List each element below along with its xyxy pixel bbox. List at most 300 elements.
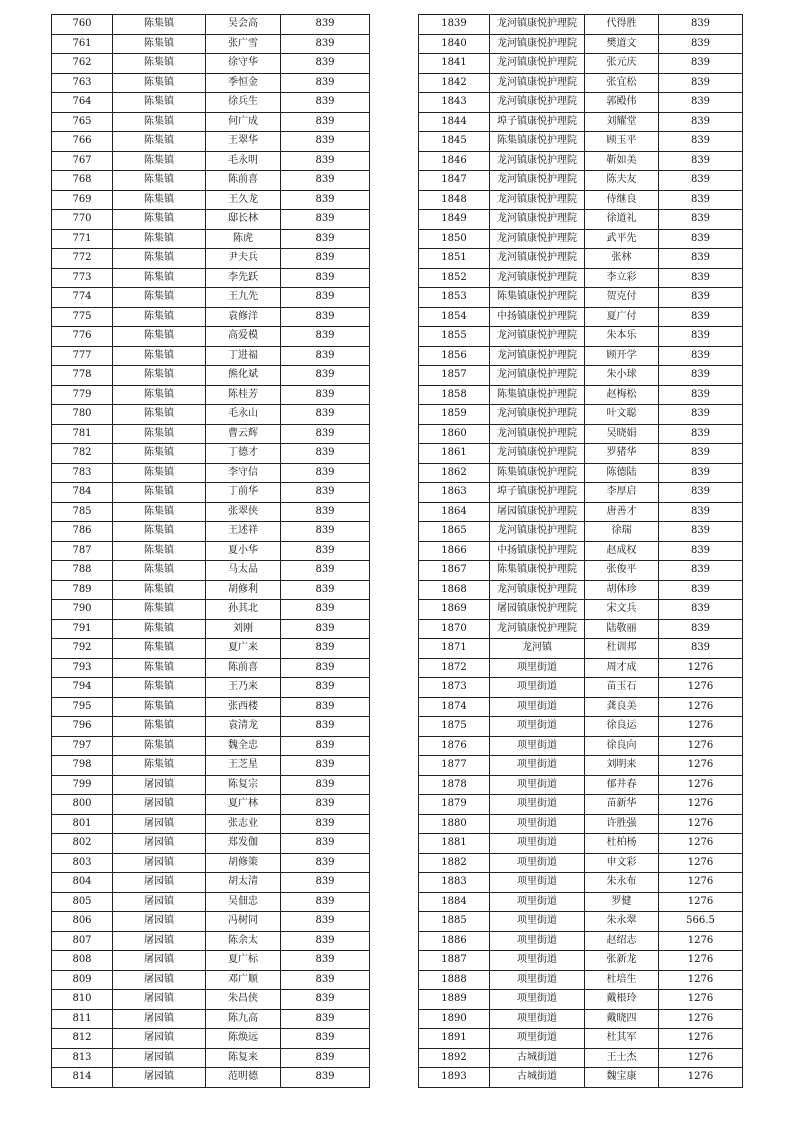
- name-cell: 胡修利: [206, 580, 281, 600]
- amount-cell: 839: [281, 483, 370, 503]
- table-row: [52, 424, 370, 444]
- seq-cell: 769: [52, 190, 113, 210]
- name-cell: 顾玉平: [585, 132, 659, 152]
- area-cell: 项里街道: [490, 873, 585, 893]
- area-cell: 屠园镇: [113, 990, 206, 1010]
- area-cell: 陈集镇: [113, 229, 206, 249]
- table-row: [419, 444, 743, 464]
- seq-cell: 1887: [419, 951, 490, 971]
- seq-cell: 813: [52, 1048, 113, 1068]
- name-cell: 陈桂芳: [206, 385, 281, 405]
- seq-cell: 1861: [419, 444, 490, 464]
- table-row: [52, 249, 370, 269]
- name-cell: 朱永翠: [585, 912, 659, 932]
- amount-cell: 839: [659, 522, 743, 542]
- name-cell: 徐兵生: [206, 93, 281, 113]
- table-row: [52, 346, 370, 366]
- area-cell: 屠园镇康悦护理院: [490, 600, 585, 620]
- table-row: [419, 619, 743, 639]
- seq-cell: 1886: [419, 931, 490, 951]
- amount-cell: 839: [281, 600, 370, 620]
- amount-cell: 1276: [659, 931, 743, 951]
- name-cell: 张宜松: [585, 73, 659, 93]
- table-row: [52, 1048, 370, 1068]
- seq-cell: 795: [52, 697, 113, 717]
- amount-cell: 1276: [659, 736, 743, 756]
- amount-cell: 839: [659, 639, 743, 659]
- name-cell: 赵成权: [585, 541, 659, 561]
- name-cell: 张广雪: [206, 34, 281, 54]
- name-cell: 夏广来: [206, 639, 281, 659]
- name-cell: 吴晓娟: [585, 424, 659, 444]
- area-cell: 陈集镇: [113, 210, 206, 230]
- name-cell: 魏宝康: [585, 1068, 659, 1088]
- area-cell: 陈集镇: [113, 385, 206, 405]
- name-cell: 丁进福: [206, 346, 281, 366]
- amount-cell: 839: [281, 327, 370, 347]
- table-row: [419, 697, 743, 717]
- table-row: [419, 93, 743, 113]
- amount-cell: 839: [659, 385, 743, 405]
- area-cell: 陈集镇: [113, 171, 206, 191]
- seq-cell: 1842: [419, 73, 490, 93]
- amount-cell: 839: [281, 639, 370, 659]
- area-cell: 龙河镇康悦护理院: [490, 171, 585, 191]
- name-cell: 陈复来: [206, 1048, 281, 1068]
- area-cell: 埠子镇康悦护理院: [490, 112, 585, 132]
- seq-cell: 1840: [419, 34, 490, 54]
- amount-cell: 839: [659, 190, 743, 210]
- table-row: [52, 463, 370, 483]
- area-cell: 项里街道: [490, 951, 585, 971]
- amount-cell: 839: [659, 151, 743, 171]
- table-row: [52, 619, 370, 639]
- name-cell: 杜其军: [585, 1029, 659, 1049]
- area-cell: 龙河镇康悦护理院: [490, 444, 585, 464]
- table-row: [419, 561, 743, 581]
- table-row: [419, 112, 743, 132]
- name-cell: 郑发伽: [206, 834, 281, 854]
- area-cell: 陈集镇: [113, 541, 206, 561]
- name-cell: 丁前华: [206, 483, 281, 503]
- area-cell: 陈集镇康悦护理院: [490, 288, 585, 308]
- area-cell: 屠园镇: [113, 951, 206, 971]
- seq-cell: 788: [52, 561, 113, 581]
- area-cell: 陈集镇: [113, 132, 206, 152]
- left-table: [51, 14, 370, 1088]
- seq-cell: 1881: [419, 834, 490, 854]
- area-cell: 陈集镇: [113, 288, 206, 308]
- area-cell: 龙河镇康悦护理院: [490, 580, 585, 600]
- table-row: [52, 814, 370, 834]
- seq-cell: 768: [52, 171, 113, 191]
- table-row: [52, 639, 370, 659]
- name-cell: 王久龙: [206, 190, 281, 210]
- name-cell: 曹云辉: [206, 424, 281, 444]
- table-row: [52, 73, 370, 93]
- table-row: [419, 34, 743, 54]
- area-cell: 陈集镇: [113, 483, 206, 503]
- amount-cell: 1276: [659, 814, 743, 834]
- table-row: [419, 1009, 743, 1029]
- amount-cell: 1276: [659, 834, 743, 854]
- area-cell: 项里街道: [490, 736, 585, 756]
- table-row: [52, 405, 370, 425]
- amount-cell: 839: [281, 1068, 370, 1088]
- seq-cell: 1879: [419, 795, 490, 815]
- seq-cell: 1888: [419, 970, 490, 990]
- amount-cell: 1276: [659, 795, 743, 815]
- name-cell: 徐道礼: [585, 210, 659, 230]
- amount-cell: 839: [281, 190, 370, 210]
- seq-cell: 809: [52, 970, 113, 990]
- amount-cell: 839: [281, 73, 370, 93]
- name-cell: 邓广顺: [206, 970, 281, 990]
- amount-cell: 1276: [659, 873, 743, 893]
- name-cell: 冯树同: [206, 912, 281, 932]
- area-cell: 龙河镇康悦护理院: [490, 34, 585, 54]
- amount-cell: 839: [659, 366, 743, 386]
- area-cell: 屠园镇: [113, 1048, 206, 1068]
- area-cell: 陈集镇: [113, 580, 206, 600]
- table-row: [419, 307, 743, 327]
- seq-cell: 777: [52, 346, 113, 366]
- area-cell: 陈集镇: [113, 307, 206, 327]
- amount-cell: 839: [281, 697, 370, 717]
- seq-cell: 1863: [419, 483, 490, 503]
- area-cell: 屠园镇: [113, 853, 206, 873]
- area-cell: 项里街道: [490, 717, 585, 737]
- seq-cell: 1846: [419, 151, 490, 171]
- amount-cell: 839: [281, 541, 370, 561]
- area-cell: 龙河镇康悦护理院: [490, 54, 585, 74]
- amount-cell: 839: [281, 424, 370, 444]
- area-cell: 陈集镇: [113, 463, 206, 483]
- name-cell: 毛永山: [206, 405, 281, 425]
- table-row: [52, 112, 370, 132]
- table-row: [419, 73, 743, 93]
- seq-cell: 1869: [419, 600, 490, 620]
- amount-cell: 839: [659, 15, 743, 35]
- amount-cell: 839: [281, 678, 370, 698]
- amount-cell: 839: [659, 463, 743, 483]
- name-cell: 张俊平: [585, 561, 659, 581]
- name-cell: 张志业: [206, 814, 281, 834]
- table-row: [52, 931, 370, 951]
- seq-cell: 802: [52, 834, 113, 854]
- table-row: [52, 795, 370, 815]
- table-row: [419, 210, 743, 230]
- name-cell: 王乃来: [206, 678, 281, 698]
- seq-cell: 1880: [419, 814, 490, 834]
- table-row: [419, 990, 743, 1010]
- seq-cell: 1874: [419, 697, 490, 717]
- seq-cell: 774: [52, 288, 113, 308]
- area-cell: 项里街道: [490, 834, 585, 854]
- area-cell: 龙河镇: [490, 639, 585, 659]
- area-cell: 屠园镇: [113, 931, 206, 951]
- amount-cell: 566.5: [659, 912, 743, 932]
- area-cell: 古城街道: [490, 1048, 585, 1068]
- seq-cell: 779: [52, 385, 113, 405]
- amount-cell: 1276: [659, 697, 743, 717]
- name-cell: 夏广林: [206, 795, 281, 815]
- table-row: [419, 912, 743, 932]
- area-cell: 屠园镇: [113, 795, 206, 815]
- name-cell: 张元庆: [585, 54, 659, 74]
- seq-cell: 771: [52, 229, 113, 249]
- amount-cell: 839: [659, 561, 743, 581]
- table-row: [419, 424, 743, 444]
- amount-cell: 1276: [659, 717, 743, 737]
- name-cell: 苗新华: [585, 795, 659, 815]
- area-cell: 龙河镇康悦护理院: [490, 619, 585, 639]
- seq-cell: 1889: [419, 990, 490, 1010]
- left-table-body: [52, 15, 370, 1088]
- table-row: [419, 522, 743, 542]
- seq-cell: 792: [52, 639, 113, 659]
- amount-cell: 839: [281, 151, 370, 171]
- table-row: [52, 600, 370, 620]
- amount-cell: 839: [659, 541, 743, 561]
- amount-cell: 839: [659, 307, 743, 327]
- name-cell: 邸长林: [206, 210, 281, 230]
- amount-cell: 839: [281, 1029, 370, 1049]
- area-cell: 项里街道: [490, 658, 585, 678]
- name-cell: 苗玉石: [585, 678, 659, 698]
- table-row: [52, 756, 370, 776]
- name-cell: 魏全忠: [206, 736, 281, 756]
- amount-cell: 839: [281, 93, 370, 113]
- amount-cell: 1276: [659, 1029, 743, 1049]
- name-cell: 许胜强: [585, 814, 659, 834]
- area-cell: 龙河镇康悦护理院: [490, 522, 585, 542]
- seq-cell: 1866: [419, 541, 490, 561]
- seq-cell: 1852: [419, 268, 490, 288]
- seq-cell: 784: [52, 483, 113, 503]
- amount-cell: 839: [281, 717, 370, 737]
- seq-cell: 1872: [419, 658, 490, 678]
- name-cell: 侍继良: [585, 190, 659, 210]
- amount-cell: 839: [281, 814, 370, 834]
- area-cell: 陈集镇: [113, 619, 206, 639]
- name-cell: 宋文兵: [585, 600, 659, 620]
- seq-cell: 794: [52, 678, 113, 698]
- amount-cell: 1276: [659, 853, 743, 873]
- seq-cell: 797: [52, 736, 113, 756]
- amount-cell: 839: [659, 424, 743, 444]
- name-cell: 丁德才: [206, 444, 281, 464]
- seq-cell: 766: [52, 132, 113, 152]
- table-row: [52, 912, 370, 932]
- seq-cell: 798: [52, 756, 113, 776]
- name-cell: 叶文聪: [585, 405, 659, 425]
- area-cell: 陈集镇: [113, 717, 206, 737]
- area-cell: 陈集镇: [113, 444, 206, 464]
- name-cell: 高爱模: [206, 327, 281, 347]
- amount-cell: 839: [659, 93, 743, 113]
- name-cell: 王翠华: [206, 132, 281, 152]
- name-cell: 戴晓四: [585, 1009, 659, 1029]
- name-cell: 申文彩: [585, 853, 659, 873]
- seq-cell: 800: [52, 795, 113, 815]
- table-row: [52, 483, 370, 503]
- amount-cell: 839: [281, 912, 370, 932]
- seq-cell: 790: [52, 600, 113, 620]
- seq-cell: 807: [52, 931, 113, 951]
- name-cell: 尹夫兵: [206, 249, 281, 269]
- amount-cell: 1276: [659, 951, 743, 971]
- area-cell: 陈集镇康悦护理院: [490, 463, 585, 483]
- name-cell: 陆敬丽: [585, 619, 659, 639]
- seq-cell: 1878: [419, 775, 490, 795]
- table-row: [419, 580, 743, 600]
- name-cell: 李立彩: [585, 268, 659, 288]
- area-cell: 项里街道: [490, 775, 585, 795]
- name-cell: 郭殿伟: [585, 93, 659, 113]
- seq-cell: 1849: [419, 210, 490, 230]
- area-cell: 陈集镇: [113, 346, 206, 366]
- name-cell: 刘耀堂: [585, 112, 659, 132]
- area-cell: 陈集镇: [113, 678, 206, 698]
- name-cell: 徐良运: [585, 717, 659, 737]
- name-cell: 吴佃忠: [206, 892, 281, 912]
- table-row: [52, 327, 370, 347]
- table-row: [52, 210, 370, 230]
- seq-cell: 1876: [419, 736, 490, 756]
- amount-cell: 839: [281, 658, 370, 678]
- table-row: [52, 132, 370, 152]
- table-row: [419, 639, 743, 659]
- amount-cell: 839: [659, 405, 743, 425]
- table-row: [419, 327, 743, 347]
- area-cell: 屠园镇: [113, 814, 206, 834]
- amount-cell: 1276: [659, 756, 743, 776]
- area-cell: 陈集镇: [113, 112, 206, 132]
- amount-cell: 839: [281, 268, 370, 288]
- amount-cell: 1276: [659, 1009, 743, 1029]
- amount-cell: 839: [281, 112, 370, 132]
- seq-cell: 1891: [419, 1029, 490, 1049]
- amount-cell: 1276: [659, 892, 743, 912]
- seq-cell: 1860: [419, 424, 490, 444]
- table-row: [419, 834, 743, 854]
- amount-cell: 839: [281, 1009, 370, 1029]
- table-row: [419, 1029, 743, 1049]
- name-cell: 夏小华: [206, 541, 281, 561]
- table-row: [52, 288, 370, 308]
- amount-cell: 1276: [659, 678, 743, 698]
- seq-cell: 760: [52, 15, 113, 35]
- seq-cell: 1851: [419, 249, 490, 269]
- name-cell: 熊化斌: [206, 366, 281, 386]
- amount-cell: 839: [281, 307, 370, 327]
- name-cell: 郁井春: [585, 775, 659, 795]
- seq-cell: 1865: [419, 522, 490, 542]
- name-cell: 范明德: [206, 1068, 281, 1088]
- area-cell: 陈集镇: [113, 327, 206, 347]
- amount-cell: 839: [659, 249, 743, 269]
- name-cell: 袁清龙: [206, 717, 281, 737]
- table-row: [419, 1068, 743, 1088]
- seq-cell: 765: [52, 112, 113, 132]
- area-cell: 中扬镇康悦护理院: [490, 541, 585, 561]
- area-cell: 龙河镇康悦护理院: [490, 366, 585, 386]
- seq-cell: 775: [52, 307, 113, 327]
- table-row: [419, 171, 743, 191]
- name-cell: 李先跃: [206, 268, 281, 288]
- area-cell: 埠子镇康悦护理院: [490, 483, 585, 503]
- seq-cell: 811: [52, 1009, 113, 1029]
- table-row: [52, 229, 370, 249]
- table-row: [52, 561, 370, 581]
- name-cell: 王述祥: [206, 522, 281, 542]
- name-cell: 刘明来: [585, 756, 659, 776]
- table-row: [419, 229, 743, 249]
- amount-cell: 839: [281, 249, 370, 269]
- seq-cell: 1884: [419, 892, 490, 912]
- amount-cell: 839: [281, 619, 370, 639]
- area-cell: 屠园镇: [113, 912, 206, 932]
- name-cell: 刘刚: [206, 619, 281, 639]
- seq-cell: 1844: [419, 112, 490, 132]
- name-cell: 王九先: [206, 288, 281, 308]
- table-row: [419, 814, 743, 834]
- amount-cell: 839: [281, 736, 370, 756]
- name-cell: 代得胜: [585, 15, 659, 35]
- name-cell: 胡体珍: [585, 580, 659, 600]
- name-cell: 朱昌侠: [206, 990, 281, 1010]
- area-cell: 项里街道: [490, 678, 585, 698]
- amount-cell: 839: [659, 502, 743, 522]
- table-row: [52, 951, 370, 971]
- seq-cell: 781: [52, 424, 113, 444]
- table-row: [419, 385, 743, 405]
- table-row: [419, 463, 743, 483]
- name-cell: 靳如美: [585, 151, 659, 171]
- area-cell: 陈集镇: [113, 756, 206, 776]
- table-row: [419, 756, 743, 776]
- seq-cell: 783: [52, 463, 113, 483]
- table-row: [52, 190, 370, 210]
- amount-cell: 1276: [659, 970, 743, 990]
- name-cell: 夏广标: [206, 951, 281, 971]
- name-cell: 陈德陆: [585, 463, 659, 483]
- name-cell: 胡修策: [206, 853, 281, 873]
- table-row: [419, 853, 743, 873]
- table-row: [419, 366, 743, 386]
- amount-cell: 839: [281, 171, 370, 191]
- table-row: [52, 385, 370, 405]
- name-cell: 李厚启: [585, 483, 659, 503]
- seq-cell: 1875: [419, 717, 490, 737]
- seq-cell: 1841: [419, 54, 490, 74]
- table-row: [52, 54, 370, 74]
- seq-cell: 778: [52, 366, 113, 386]
- area-cell: 陈集镇: [113, 54, 206, 74]
- seq-cell: 789: [52, 580, 113, 600]
- amount-cell: 839: [659, 619, 743, 639]
- name-cell: 赵梅松: [585, 385, 659, 405]
- name-cell: 戴根玲: [585, 990, 659, 1010]
- table-row: [419, 775, 743, 795]
- area-cell: 陈集镇: [113, 736, 206, 756]
- name-cell: 胡太清: [206, 873, 281, 893]
- seq-cell: 1890: [419, 1009, 490, 1029]
- name-cell: 唐善才: [585, 502, 659, 522]
- amount-cell: 839: [281, 775, 370, 795]
- amount-cell: 839: [659, 132, 743, 152]
